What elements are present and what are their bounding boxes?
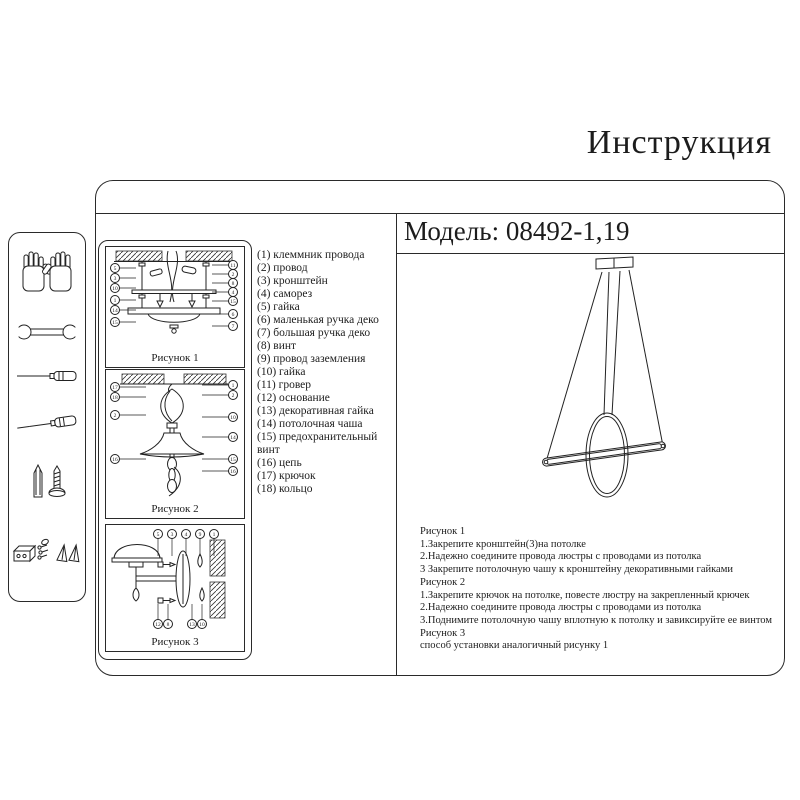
figure-3-label: Рисунок 3 — [151, 636, 199, 648]
callout-number: 8 — [231, 281, 235, 287]
callout-number: 9 — [198, 532, 202, 538]
callout-number: 17 — [112, 385, 118, 391]
callout-number: 14 — [112, 308, 118, 314]
parts-list-item: (14) потолочная чаша — [257, 417, 363, 430]
parts-list-item: (6) маленькая ручка деко — [257, 313, 379, 326]
callout-number: 18 — [112, 395, 118, 401]
instruction-line: Рисунок 1 — [420, 526, 466, 537]
figure-2-diagram — [106, 371, 242, 499]
callout-number: 7 — [231, 324, 235, 330]
instruction-line: Рисунок 2 — [420, 576, 466, 588]
parts-list-item: (5) гайка — [257, 300, 300, 313]
callout-number: 14 — [230, 435, 236, 441]
parts-list — [257, 249, 395, 496]
callout-number: 8 — [166, 622, 170, 628]
parts-list-item: (10) гайка — [257, 365, 306, 378]
anchor-and-screw-icon — [24, 461, 70, 501]
parts-list-item: (16) цепь — [257, 456, 302, 469]
instruction-line: 1.Закрепите кронштейн(3)на потолке — [420, 538, 586, 550]
callout-number: 2 — [231, 272, 235, 278]
figure-1-label: Рисунок 1 — [151, 352, 199, 364]
figure-2-label: Рисунок 2 — [151, 503, 199, 515]
callout-number: 11 — [230, 263, 236, 269]
callout-number: 10 — [112, 286, 118, 292]
parts-list-item: (1) клеммник провода — [257, 249, 365, 261]
callout-number: 16 — [112, 457, 118, 463]
screwdriver-icon — [15, 369, 79, 383]
parts-list-item: (8) винт — [257, 339, 297, 352]
gloves-icon — [18, 249, 76, 295]
parts-list-item: (15) предохранительный винт — [257, 430, 378, 456]
callout-number: 5 — [113, 266, 117, 272]
callout-number: 1 — [113, 298, 117, 304]
figure-3-diagram — [106, 526, 242, 632]
callout-number: 1 — [212, 532, 216, 538]
parts-list-item: (2) провод — [257, 261, 308, 274]
sheet-top-divider — [95, 213, 785, 214]
figure-3-box — [105, 524, 245, 652]
instruction-line: Рисунок 3 — [420, 627, 466, 639]
wrench-icon — [15, 321, 79, 343]
callout-number: 2 — [231, 393, 235, 399]
instruction-line: 2.Надежно соедините провода люстры с проводами из потолка — [420, 602, 702, 614]
parts-list-item: (18) кольцо — [257, 482, 313, 495]
instruction-line: 3.Поднимите потолочную чашу вплотную к потолку и завиксируйте ее винтом — [420, 614, 772, 626]
instruction-line: 2.Надежно соедините провода люстры с проводами из потолка — [420, 551, 702, 563]
callout-number: 1 — [231, 383, 235, 389]
parts-list-item: (4) саморез — [257, 287, 313, 300]
figures-panel — [98, 240, 252, 660]
figure-1-diagram — [106, 248, 242, 348]
instruction-line: способ установки аналогичный рисунку 1 — [420, 640, 609, 652]
parts-list-item: (13) декоративная гайка — [257, 404, 374, 417]
callout-number: 10 — [230, 415, 236, 421]
callout-number: 16 — [230, 469, 236, 475]
assembly-instructions — [420, 526, 780, 653]
figure-1-box — [105, 246, 245, 368]
instruction-line: 1.Закрепите крючок на потолке, повесте люстру на закрепленный крючек — [420, 589, 750, 601]
callout-number: 4 — [184, 532, 188, 538]
callout-number: 15 — [112, 320, 118, 326]
page-title: Инструкция — [586, 124, 772, 161]
callout-number: 3 — [170, 532, 174, 538]
parts-list-item: (3) кронштейн — [257, 274, 328, 287]
parts-list-item: (12) основание — [257, 391, 330, 404]
required-tools-panel — [8, 232, 86, 602]
callout-number: 4 — [231, 290, 235, 296]
parts-list-item: (9) провод заземления — [257, 352, 366, 365]
callout-number: 13 — [189, 622, 195, 628]
callout-number: 10 — [199, 622, 205, 628]
parts-list-item: (11) гровер — [257, 378, 312, 391]
model-heading: Модель: 08492-1,19 — [404, 216, 630, 246]
callout-number: 15 — [230, 299, 236, 305]
callout-number: 3 — [113, 276, 117, 282]
parts-list-item: (7) большая ручка деко — [257, 326, 371, 339]
parts-list-item: (17) крючок — [257, 469, 316, 482]
instruction-line: 3 Закрепите потолочную чашу к кронштейну декоративными гайками — [420, 564, 733, 576]
callout-number: 5 — [156, 532, 160, 538]
screwdriver-angled-icon — [15, 413, 79, 435]
callout-number: 12 — [155, 622, 161, 628]
fasteners-icon — [12, 533, 82, 569]
figure-2-box — [105, 369, 245, 519]
callout-number: 2 — [113, 413, 117, 419]
callout-number: 6 — [231, 312, 235, 318]
callout-number: 15 — [230, 457, 236, 463]
